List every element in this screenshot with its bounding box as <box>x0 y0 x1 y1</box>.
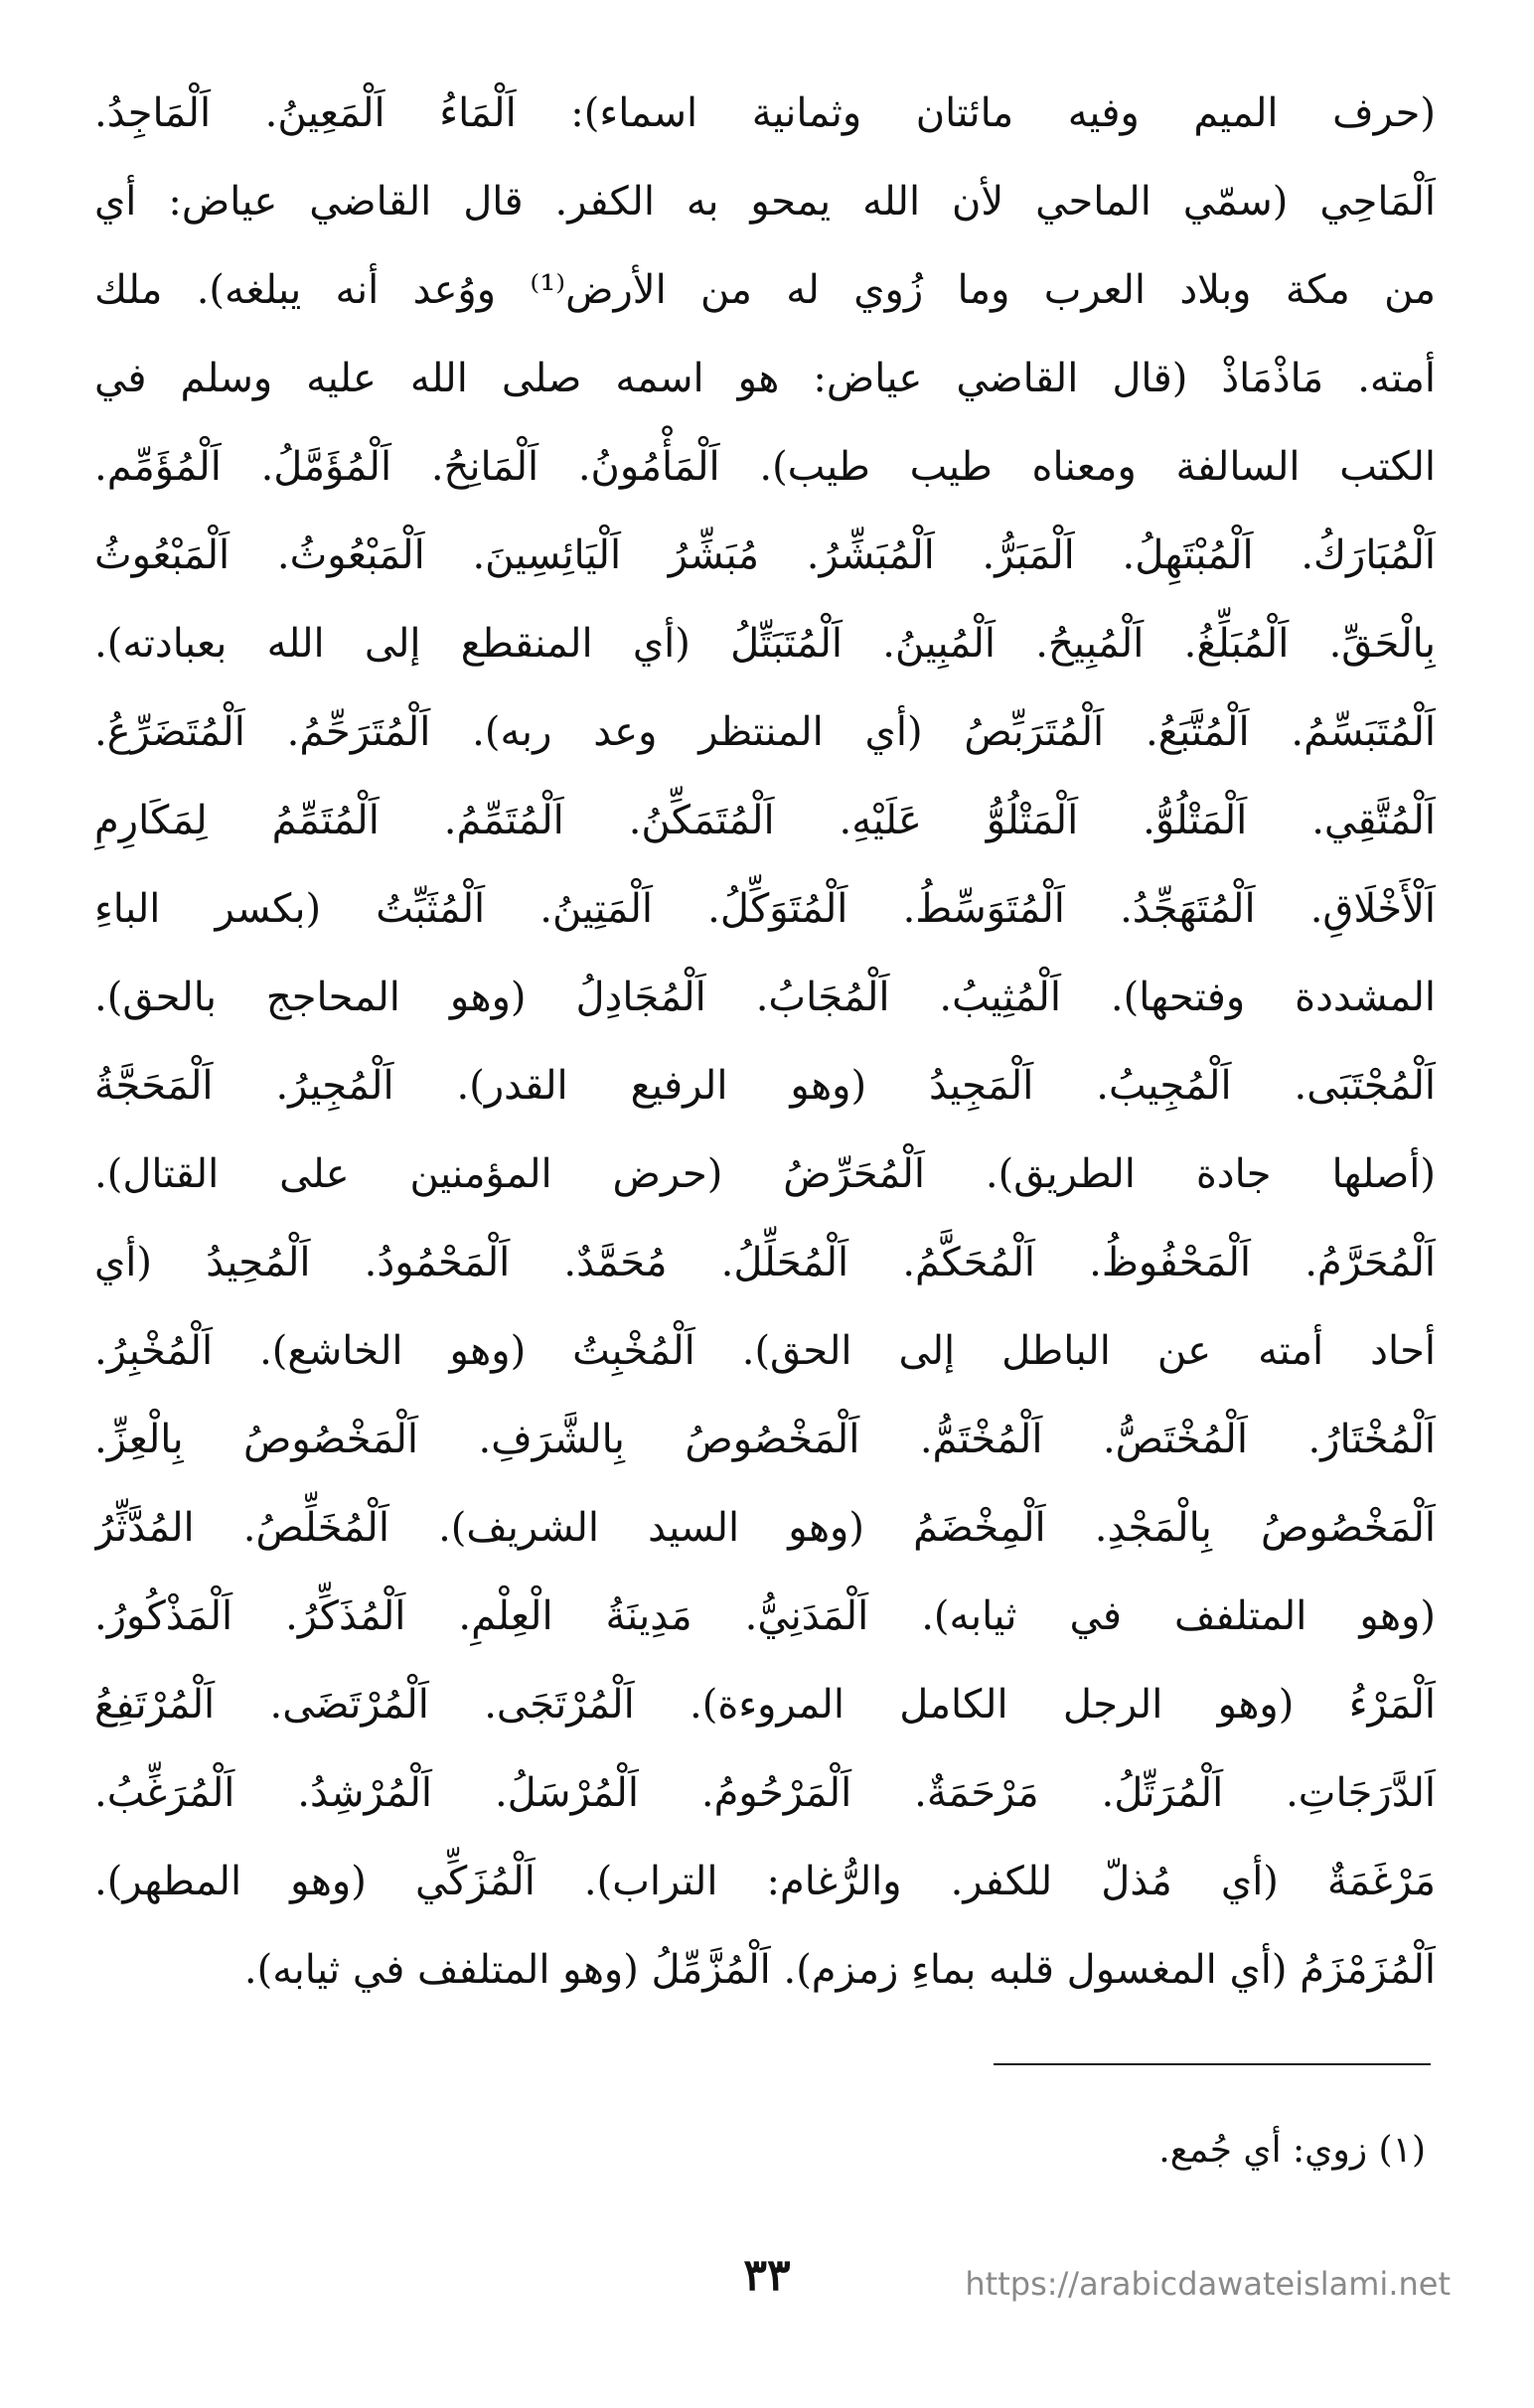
footnote-divider <box>994 2063 1431 2065</box>
footnote: (١) زوي: أي جُمع. <box>1158 2130 1426 2171</box>
text-line: (حرف الميم وفيه مائتان وثمانية اسماء): اَلْمَاءُ اَلْمَعِينُ. اَلْمَاجِدُ. <box>94 90 1436 136</box>
page-number: ٣٣ <box>743 2250 791 2301</box>
text-line: من مكة وبلاد العرب وما زُوي له من الأرض⁽¹⁾ ووُعد أنه يبلغه). ملك <box>94 267 1436 313</box>
text-line: مَرْغَمَةٌ (أي مُذلّ للكفر. والرُّغام: التراب). اَلْمُزَكِّي (وهو المطهر). <box>94 1859 1436 1904</box>
text-line: اَلْمُحَرَّمُ. اَلْمَحْفُوظُ. اَلْمُحَكَّمُ. اَلْمُحَلِّلُ. مُحَمَّدٌ. اَلْمَحْمُودُ. اَلْمُحِيدُ (أي <box>94 1240 1436 1285</box>
text-line: اَلْمُخْتَارُ. اَلْمُخْتَصُّ. اَلْمُخْتَمُّ. اَلْمَخْصُوصُ بِالشَّرَفِ. اَلْمَخْصُوصُ بِالْعِزِّ. <box>94 1417 1436 1462</box>
text-line: اَلْمُبَارَكُ. اَلْمُبْتَهِلُ. اَلْمَبَرُّ. اَلْمُبَشِّرُ. مُبَشِّرُ اَلْيَائِسِينَ. اَلْمَبْعُوثُ. اَلْمَبْعُوثُ <box>94 532 1436 578</box>
text-line: اَلْمُزَمْزَمُ (أي المغسول قلبه بماءِ زمزم). اَلْمُزَّمِّلُ (وهو المتلفف في ثيابه). <box>243 1947 1436 1993</box>
text-line: اَلْمَرْءُ (وهو الرجل الكامل المروءة). اَلْمُرْتَجَى. اَلْمُرْتَضَى. اَلْمُرْتَفِعُ <box>94 1682 1436 1728</box>
text-line: (وهو المتلفف في ثيابه). اَلْمَدَنِيُّ. مَدِينَةُ الْعِلْمِ. اَلْمُذَكِّرُ. اَلْمَذْكُورُ. <box>94 1593 1436 1639</box>
watermark-url: https://arabicdawateislami.net <box>965 2265 1451 2303</box>
text-line: اَلْمُجْتَبَى. اَلْمُجِيبُ. اَلْمَجِيدُ (وهو الرفيع القدر). اَلْمُجِيرُ. اَلْمَحَجَّةُ <box>94 1063 1436 1109</box>
text-line: اَلْمَخْصُوصُ بِالْمَجْدِ. اَلْمِخْضَمُ (وهو السيد الشريف). اَلْمُخَلِّصُ. المُدَّثِّرُ <box>94 1505 1436 1551</box>
body-text <box>94 70 1436 2015</box>
text-line: المشددة وفتحها). اَلْمُثِيبُ. اَلْمُجَابُ. اَلْمُجَادِلُ (وهو المحاجج بالحق). <box>94 975 1436 1020</box>
text-line: بِالْحَقِّ. اَلْمُبَلِّغُ. اَلْمُبِيحُ. اَلْمُبِينُ. اَلْمُتَبَتِّلُ (أي المنقطع إلى الله بعبادته). <box>94 621 1436 667</box>
text-line: أمته. مَاذْمَاذْ (قال القاضي عياض: هو اسمه صلى الله عليه وسلم في <box>94 356 1436 401</box>
text-line: اَلْمَاحِي (سمّي الماحي لأن الله يمحو به الكفر. قال القاضي عياض: أي <box>94 179 1436 225</box>
text-line: أحاد أمته عن الباطل إلى الحق). اَلْمُخْبِتُ (وهو الخاشع). اَلْمُخْبِرُ. <box>94 1328 1436 1374</box>
text-line: اَلْمُتَّقِي. اَلْمَتْلُوُّ. اَلْمَتْلُوُّ عَلَيْهِ. اَلْمُتَمَكِّنُ. اَلْمُتَمِّمُ. اَلْمُتَمِّمُ لِمَكَارِمِ <box>94 798 1436 843</box>
text-line: اَلْمُتَبَسِّمُ. اَلْمُتَّبَعُ. اَلْمُتَرَبِّصُ (أي المنتظر وعد ربه). اَلْمُتَرَحِّمُ. اَلْمُتَضَرِّعُ. <box>94 709 1436 755</box>
text-line: (أصلها جادة الطريق). اَلْمُحَرِّضُ (حرض المؤمنين على القتال). <box>94 1151 1436 1197</box>
text-line: اَلْأَخْلَاقِ. اَلْمُتَهَجِّدُ. اَلْمُتَوَسِّطُ. اَلْمُتَوَكِّلُ. اَلْمَتِينُ. اَلْمُثَبِّتُ (بكسر الباءِ <box>94 886 1436 932</box>
text-line: الكتب السالفة ومعناه طيب طيب). اَلْمَأْمُونُ. اَلْمَانِحُ. اَلْمُؤَمَّلُ. اَلْمُؤَمِّم. <box>94 444 1436 490</box>
text-line: اَلدَّرَجَاتِ. اَلْمُرَتِّلُ. مَرْحَمَةٌ. اَلْمَرْحُومُ. اَلْمُرْسَلُ. اَلْمُرْشِدُ. اَلْمُرَغِّبُ. <box>94 1770 1436 1816</box>
